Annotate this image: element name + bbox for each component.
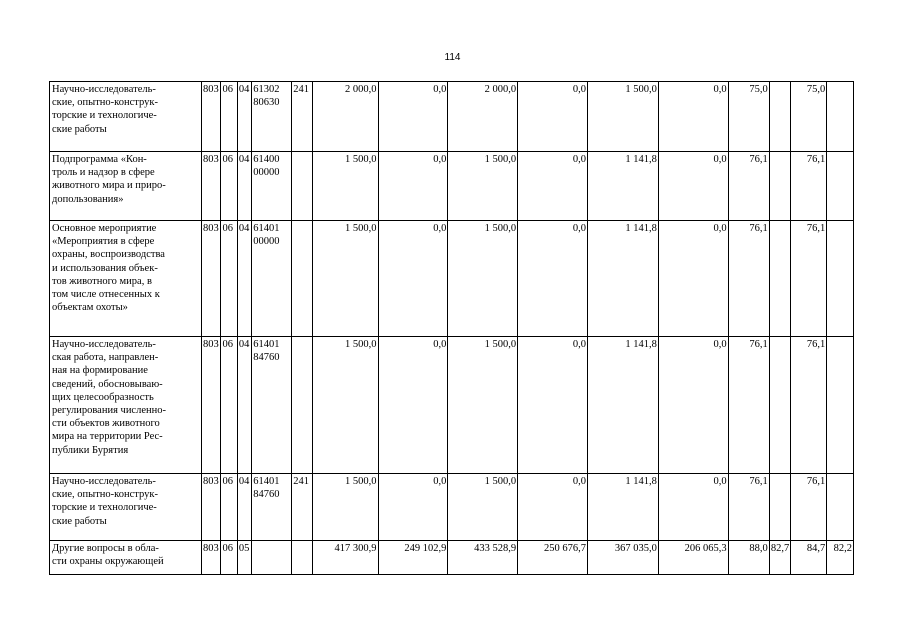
ministry-code-cell: 803 [201,541,221,575]
target-code-cell [252,474,292,541]
row-name-line: животного мира и приро- [52,180,166,192]
value-cell-4: 0,0 [518,152,588,221]
value-cell-2: 0,0 [378,152,448,221]
row-name-line: тов животного мира, в [52,275,152,287]
ministry-code-cell: 803 [201,152,221,221]
target-code-line: 61302 [253,84,280,95]
value-cell-4: 0,0 [518,474,588,541]
row-name-cell [50,152,202,221]
value-cell-1: 1 500,0 [312,221,378,337]
value-cell-4: 250 676,7 [518,541,588,575]
row-name-cell [50,221,202,337]
percent-cell-2 [769,474,791,541]
row-name-line: ские, опытно-конструк- [52,97,158,109]
ministry-code-cell: 803 [201,221,221,337]
row-name-line: Подпрограмма «Кон- [52,154,147,165]
table-row [50,541,854,575]
target-code-line: 84760 [253,352,280,364]
expense-type-cell [292,152,313,221]
row-name-line: охраны, воспроизводства [52,249,165,261]
value-cell-4: 0,0 [518,82,588,152]
percent-cell-2 [769,337,791,474]
row-name-cell [50,541,202,575]
row-name-line: Научно-исследователь- [52,476,156,487]
ministry-code-cell: 803 [201,337,221,474]
value-cell-1: 1 500,0 [312,474,378,541]
target-code-line: 00000 [253,167,280,179]
percent-cell-2 [769,221,791,337]
percent-cell-3: 76,1 [791,221,827,337]
section-code-cell: 06 [221,541,237,575]
row-name-line: торские и технологиче- [52,110,157,122]
percent-cell-1: 88,0 [728,541,769,575]
value-cell-3: 1 500,0 [448,337,518,474]
value-cell-6: 0,0 [658,474,728,541]
target-code-line: 61401 [253,476,280,487]
target-code-line: 80630 [253,97,280,109]
expense-type-cell: 241 [292,82,313,152]
row-name-line: ские работы [52,123,107,135]
percent-cell-2 [769,152,791,221]
subsection-code-cell: 04 [237,474,251,541]
percent-cell-4 [827,474,854,541]
row-name-line: ная на формирование [52,365,148,377]
row-name-line: сведений, обосновываю- [52,378,163,390]
subsection-code-cell: 04 [237,337,251,474]
section-code-cell: 06 [221,221,237,337]
expense-type-cell [292,337,313,474]
page-number: 114 [444,52,461,63]
value-cell-3: 2 000,0 [448,82,518,152]
expense-type-cell: 241 [292,474,313,541]
table-row [50,474,854,541]
ministry-code-cell: 803 [201,474,221,541]
percent-cell-1: 76,1 [728,337,769,474]
row-name-line: ские работы [52,515,107,527]
percent-cell-3: 76,1 [791,337,827,474]
percent-cell-4: 82,2 [827,541,854,575]
percent-cell-3: 75,0 [791,82,827,152]
table-row [50,221,854,337]
expense-type-cell [292,541,313,575]
value-cell-6: 0,0 [658,152,728,221]
subsection-code-cell: 04 [237,82,251,152]
row-name-line: объектам охоты» [52,302,128,314]
value-cell-1: 417 300,9 [312,541,378,575]
value-cell-2: 0,0 [378,474,448,541]
percent-cell-4 [827,337,854,474]
target-code-cell [252,152,292,221]
target-code-line: 61401 [253,339,280,350]
target-code-line: 84760 [253,489,280,501]
value-cell-6: 0,0 [658,221,728,337]
value-cell-2: 0,0 [378,82,448,152]
value-cell-4: 0,0 [518,337,588,474]
section-code-cell: 06 [221,337,237,474]
row-name-line: щих целесообразность [52,391,154,403]
target-code-cell [252,337,292,474]
value-cell-6: 0,0 [658,82,728,152]
percent-cell-1: 76,1 [728,221,769,337]
section-code-cell: 06 [221,82,237,152]
target-code-line: 61400 [253,154,280,165]
value-cell-3: 1 500,0 [448,152,518,221]
target-code-cell [252,541,292,575]
row-name-line: ская работа, направлен- [52,352,159,364]
value-cell-5: 367 035,0 [587,541,658,575]
percent-cell-4 [827,221,854,337]
subsection-code-cell: 04 [237,221,251,337]
table-row [50,152,854,221]
value-cell-1: 2 000,0 [312,82,378,152]
target-code-cell [252,82,292,152]
percent-cell-1: 76,1 [728,474,769,541]
value-cell-3: 1 500,0 [448,221,518,337]
value-cell-3: 433 528,9 [448,541,518,575]
percent-cell-3: 76,1 [791,152,827,221]
target-code-line: 00000 [253,236,280,248]
table-row [50,337,854,474]
row-name-line: и использования объек- [52,262,158,274]
value-cell-5: 1 141,8 [587,474,658,541]
subsection-code-cell: 04 [237,152,251,221]
value-cell-5: 1 500,0 [587,82,658,152]
row-name-cell [50,82,202,152]
row-name-line: мира на территории Рес- [52,431,163,443]
row-name-line: торские и технологиче- [52,502,157,514]
value-cell-2: 0,0 [378,337,448,474]
percent-cell-4 [827,82,854,152]
value-cell-1: 1 500,0 [312,337,378,474]
section-code-cell: 06 [221,474,237,541]
row-name-line: Научно-исследователь- [52,339,156,350]
percent-cell-2: 82,7 [769,541,791,575]
row-name-line: Основное мероприятие [52,223,157,234]
value-cell-3: 1 500,0 [448,474,518,541]
section-code-cell: 06 [221,152,237,221]
value-cell-1: 1 500,0 [312,152,378,221]
row-name-line: публики Бурятия [52,444,129,456]
table-body [50,82,854,575]
target-code-line: 61401 [253,223,280,234]
target-code-cell [252,221,292,337]
percent-cell-1: 75,0 [728,82,769,152]
row-name-line: сти объектов животного [52,418,160,430]
row-name-line: троль и надзор в сфере [52,167,155,179]
row-name-line: сти охраны окружающей [52,556,164,568]
row-name-cell [50,337,202,474]
value-cell-6: 0,0 [658,337,728,474]
row-name-line: регулирования численно- [52,405,166,417]
expense-type-cell [292,221,313,337]
value-cell-2: 249 102,9 [378,541,448,575]
percent-cell-1: 76,1 [728,152,769,221]
value-cell-4: 0,0 [518,221,588,337]
value-cell-5: 1 141,8 [587,152,658,221]
row-name-line: Научно-исследователь- [52,84,156,95]
ministry-code-cell: 803 [201,82,221,152]
percent-cell-3: 84,7 [791,541,827,575]
value-cell-5: 1 141,8 [587,221,658,337]
value-cell-6: 206 065,3 [658,541,728,575]
percent-cell-2 [769,82,791,152]
value-cell-2: 0,0 [378,221,448,337]
row-name-cell [50,474,202,541]
row-name-line: ские, опытно-конструк- [52,489,158,501]
table-row [50,82,854,152]
percent-cell-4 [827,152,854,221]
row-name-line: Другие вопросы в обла- [52,543,159,554]
row-name-line: допользования» [52,193,124,205]
subsection-code-cell: 05 [237,541,251,575]
budget-table [49,81,854,575]
row-name-line: том числе отнесенных к [52,289,160,301]
row-name-line: «Мероприятия в сфере [52,236,155,248]
percent-cell-3: 76,1 [791,474,827,541]
value-cell-5: 1 141,8 [587,337,658,474]
